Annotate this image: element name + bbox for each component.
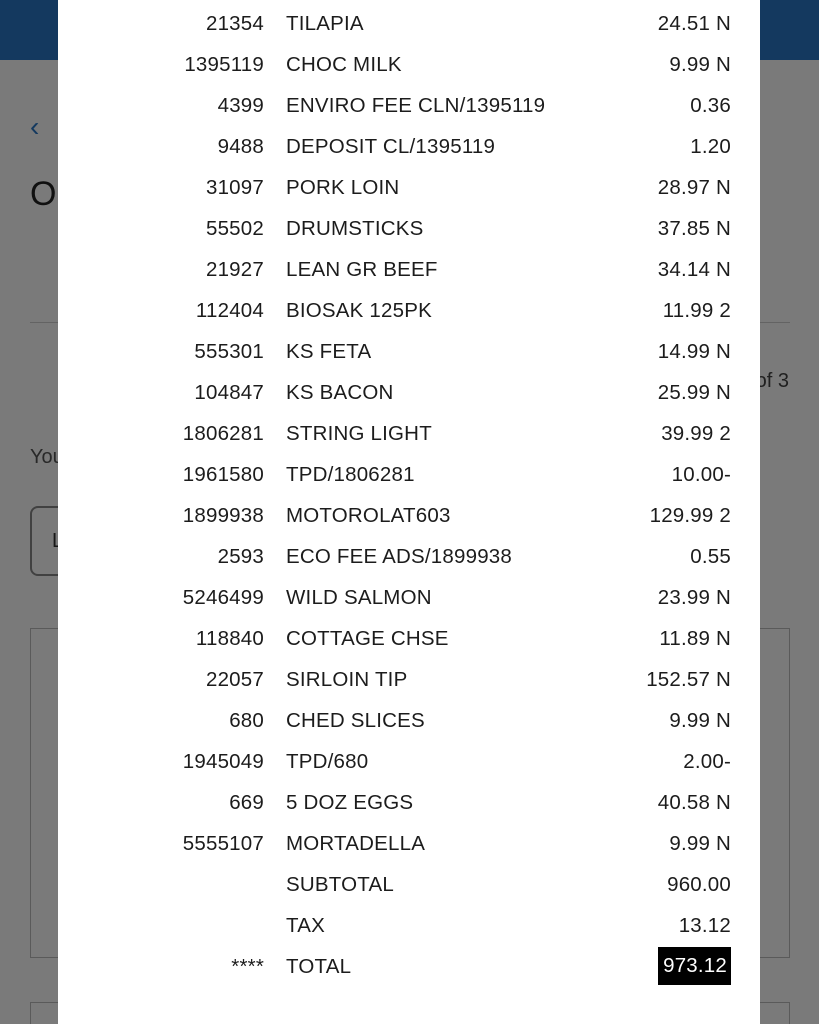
item-code: 1806281	[182, 422, 264, 445]
item-code: 21927	[205, 258, 264, 281]
item-code: 2593	[217, 545, 264, 568]
tax-value: 13.12	[678, 914, 731, 937]
receipt-line-item	[58, 85, 760, 126]
receipt-line-item	[58, 823, 760, 864]
receipt-line-item	[58, 290, 760, 331]
receipt-line-item	[58, 782, 760, 823]
item-amount: 23.99 N	[657, 586, 731, 609]
item-amount: 28.97 N	[657, 176, 731, 199]
item-description: SIRLOIN TIP	[286, 668, 408, 691]
item-code: 22057	[205, 668, 264, 691]
item-amount: 39.99 2	[661, 422, 731, 445]
item-description: STRING LIGHT	[286, 422, 432, 445]
item-code: 1961580	[182, 463, 264, 486]
total-label: TOTAL	[286, 955, 352, 978]
item-description: KS FETA	[286, 340, 372, 363]
item-amount: 24.51 N	[657, 12, 731, 35]
receipt-line-item	[58, 741, 760, 782]
item-description: COTTAGE CHSE	[286, 627, 449, 650]
receipt-image	[58, 0, 760, 1024]
item-description: CHED SLICES	[286, 709, 425, 732]
item-amount: 11.89 N	[659, 627, 731, 650]
item-description: 5 DOZ EGGS	[286, 791, 414, 814]
item-code: 1945049	[182, 750, 264, 773]
item-description: PORK LOIN	[286, 176, 400, 199]
item-amount: 129.99 2	[649, 504, 731, 527]
receipt-line-item	[58, 618, 760, 659]
item-code: 1395119	[184, 53, 264, 76]
item-code: 555301	[194, 340, 264, 363]
item-description: TPD/1806281	[286, 463, 415, 486]
item-code: 118840	[195, 627, 264, 650]
item-code: 669	[229, 791, 264, 814]
receipt-line-item	[58, 700, 760, 741]
item-code: 9488	[217, 135, 264, 158]
item-code: 55502	[205, 217, 264, 240]
item-amount: 11.99 2	[662, 299, 731, 322]
item-code: 5246499	[182, 586, 264, 609]
item-description: BIOSAK 125PK	[286, 299, 432, 322]
item-amount: 9.99 N	[669, 709, 731, 732]
item-amount: 2.00-	[683, 750, 731, 773]
subtotal-row	[58, 864, 760, 905]
item-code: 21354	[205, 12, 264, 35]
receipt-line-item	[58, 126, 760, 167]
item-amount: 0.36	[690, 94, 731, 117]
subtotal-value: 960.00	[667, 873, 731, 896]
item-code: 5555107	[182, 832, 264, 855]
receipt-line-item	[58, 659, 760, 700]
item-amount: 37.85 N	[657, 217, 731, 240]
total-marker: ****	[231, 955, 264, 978]
item-amount: 0.55	[690, 545, 731, 568]
item-amount: 152.57 N	[646, 668, 731, 691]
receipt-line-item	[58, 577, 760, 618]
receipt-line-item	[58, 372, 760, 413]
item-code: 31097	[205, 176, 264, 199]
receipt-line-item	[58, 495, 760, 536]
item-amount: 9.99 N	[669, 53, 731, 76]
tax-label: TAX	[286, 914, 325, 937]
receipt-line-item	[58, 454, 760, 495]
item-description: LEAN GR BEEF	[286, 258, 438, 281]
item-description: TILAPIA	[286, 12, 364, 35]
tax-row	[58, 905, 760, 946]
item-amount: 14.99 N	[657, 340, 731, 363]
item-amount: 1.20	[690, 135, 731, 158]
item-amount: 25.99 N	[657, 381, 731, 404]
item-code: 112404	[195, 299, 264, 322]
receipt-line-item	[58, 536, 760, 577]
item-description: ECO FEE ADS/1899938	[286, 545, 513, 568]
item-code: 104847	[194, 381, 264, 404]
item-description: DEPOSIT CL/1395119	[286, 135, 496, 158]
receipt-line-item	[58, 331, 760, 372]
item-amount: 10.00-	[671, 463, 731, 486]
item-description: KS BACON	[286, 381, 394, 404]
receipt-line-item	[58, 44, 760, 85]
total-row	[58, 946, 760, 987]
item-code: 680	[229, 709, 264, 732]
item-description: MOTOROLAT603	[286, 504, 451, 527]
receipt-line-item	[58, 3, 760, 44]
item-code: 4399	[217, 94, 264, 117]
item-amount: 9.99 N	[669, 832, 731, 855]
item-amount: 40.58 N	[657, 791, 731, 814]
item-description: CHOC MILK	[286, 53, 402, 76]
receipt-line-item	[58, 167, 760, 208]
subtotal-label: SUBTOTAL	[286, 873, 394, 896]
item-description: DRUMSTICKS	[286, 217, 424, 240]
receipt-line-item	[58, 413, 760, 454]
item-description: WILD SALMON	[286, 586, 432, 609]
receipt-line-item	[58, 208, 760, 249]
item-code: 1899938	[182, 504, 264, 527]
item-description: TPD/680	[286, 750, 369, 773]
total-value: 973.12	[658, 947, 731, 985]
item-description: MORTADELLA	[286, 832, 426, 855]
item-amount: 34.14 N	[657, 258, 731, 281]
item-description: ENVIRO FEE CLN/1395119	[286, 94, 546, 117]
receipt-line-item	[58, 249, 760, 290]
